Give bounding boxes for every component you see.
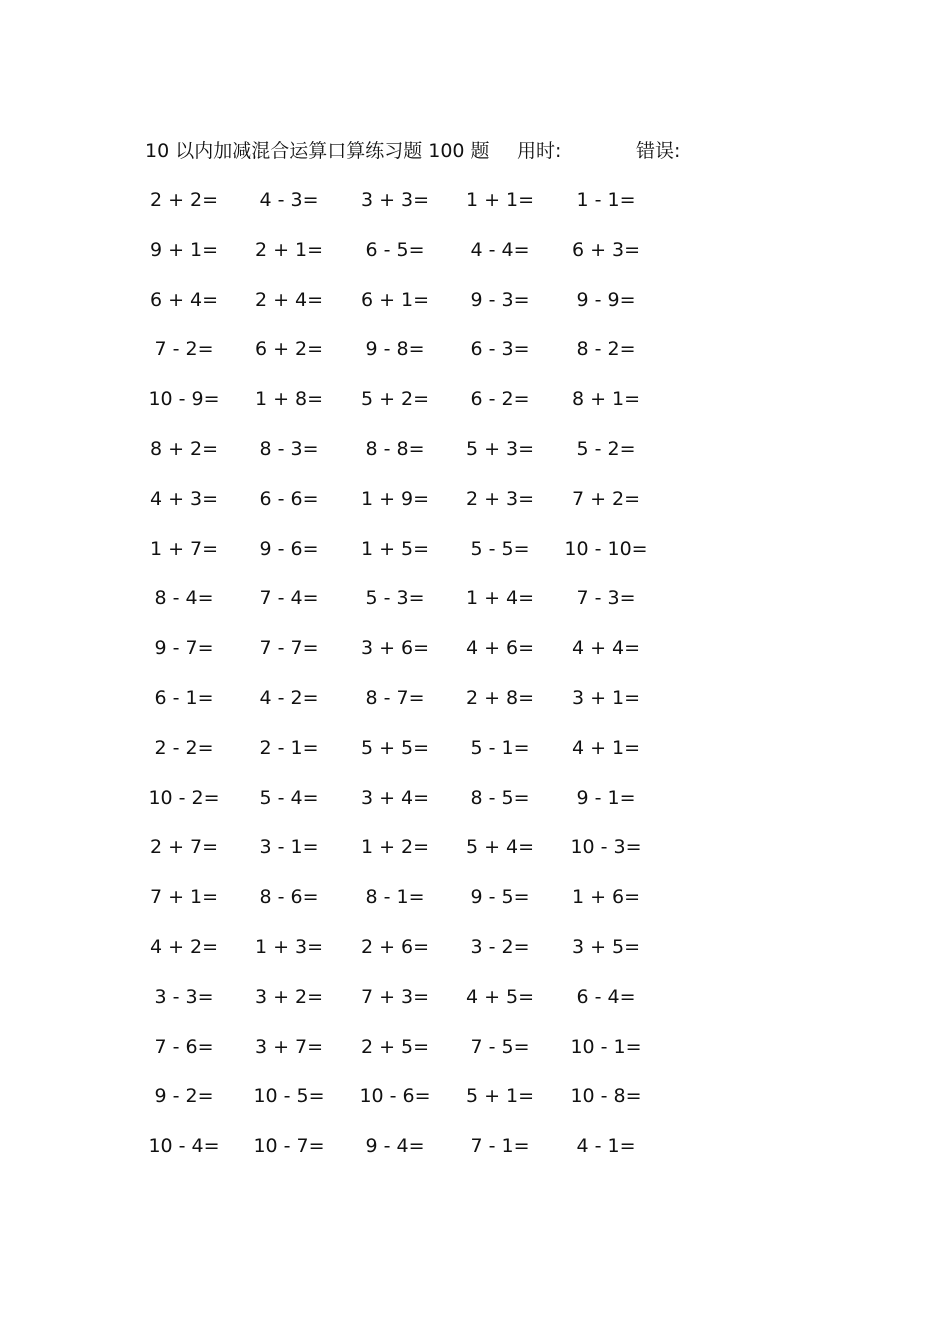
problem-item: 4 + 4= [571,637,641,660]
problem-row [0,783,950,833]
problem-row [0,932,950,982]
problem-item: 8 - 6= [259,886,319,909]
problem-item: 1 + 4= [465,587,535,610]
problem-item: 10 - 8= [570,1085,642,1108]
problem-item: 5 + 5= [360,736,430,759]
problem-item: 3 - 2= [470,935,530,958]
problem-item: 6 + 2= [254,338,324,361]
problem-row [0,583,950,633]
problem-item: 7 - 7= [259,637,319,660]
problem-item: 4 + 5= [465,985,535,1008]
problem-item: 9 - 9= [576,288,636,311]
problem-item: 2 + 1= [254,238,324,261]
problem-item: 2 - 2= [154,736,214,759]
problem-item: 2 + 6= [360,935,430,958]
problem-item: 1 + 8= [254,388,324,411]
problem-item: 9 - 5= [470,886,530,909]
problem-item: 4 + 6= [465,637,535,660]
problem-item: 8 - 3= [259,437,319,460]
problem-item: 3 + 1= [571,686,641,709]
problem-item: 6 + 3= [571,238,641,261]
problem-item: 10 - 10= [564,537,648,560]
errors-label: 错误: [636,140,681,162]
problem-row [0,982,950,1032]
problem-item: 2 + 5= [360,1035,430,1058]
problem-row [0,434,950,484]
problem-item: 7 + 3= [360,985,430,1008]
problem-item: 8 - 7= [365,686,425,709]
problem-item: 7 - 1= [470,1135,530,1158]
problem-item: 8 + 1= [571,388,641,411]
worksheet-title: 10 以内加减混合运算口算练习题 100 题 [145,140,490,162]
problem-row [0,534,950,584]
problem-item: 7 - 6= [154,1035,214,1058]
problem-item: 9 - 2= [154,1085,214,1108]
problem-item: 7 - 2= [154,338,214,361]
problem-item: 7 + 2= [571,487,641,510]
problem-row [0,185,950,235]
problem-item: 3 - 1= [259,836,319,859]
problem-item: 10 - 3= [570,836,642,859]
problem-item: 10 - 7= [253,1135,325,1158]
problem-item: 3 - 3= [154,985,214,1008]
problem-item: 10 - 6= [359,1085,431,1108]
problem-row [0,683,950,733]
problem-item: 10 - 4= [148,1135,220,1158]
problem-item: 9 - 4= [365,1135,425,1158]
problem-item: 1 + 3= [254,935,324,958]
problem-item: 10 - 1= [570,1035,642,1058]
problem-item: 3 + 3= [360,189,430,211]
problem-item: 3 + 4= [360,786,430,809]
problem-item: 9 - 6= [259,537,319,560]
problem-item: 8 - 2= [576,338,636,361]
problem-item: 6 - 3= [470,338,530,361]
problem-item: 7 + 1= [149,886,219,909]
problem-item: 5 + 1= [465,1085,535,1108]
problem-item: 10 - 9= [148,388,220,411]
problem-item: 6 - 5= [365,238,425,261]
problem-item: 2 + 7= [149,836,219,859]
problem-item: 6 - 2= [470,388,530,411]
problem-item: 1 + 7= [149,537,219,560]
problem-item: 3 + 2= [254,985,324,1008]
problem-item: 2 - 1= [259,736,319,759]
problem-row [0,334,950,384]
problem-item: 5 - 1= [470,736,530,759]
problem-item: 2 + 3= [465,487,535,510]
problem-item: 8 - 5= [470,786,530,809]
problem-item: 6 + 4= [149,288,219,311]
problem-row [0,1081,950,1131]
problem-row [0,633,950,683]
problem-item: 1 + 5= [360,537,430,560]
problem-item: 10 - 2= [148,786,220,809]
problem-row [0,285,950,335]
problem-item: 8 - 8= [365,437,425,460]
problem-row [0,384,950,434]
problem-row [0,235,950,285]
problem-item: 8 - 4= [154,587,214,610]
problem-item: 4 - 1= [576,1135,636,1158]
problem-row [0,484,950,534]
problem-item: 8 - 1= [365,886,425,909]
problem-item: 4 + 3= [149,487,219,510]
problem-item: 6 + 1= [360,288,430,311]
problem-item: 10 - 5= [253,1085,325,1108]
problem-item: 5 - 2= [576,437,636,460]
problem-item: 9 - 7= [154,637,214,660]
problem-row [0,1131,950,1181]
problem-item: 1 + 2= [360,836,430,859]
problem-item: 2 + 8= [465,686,535,709]
problem-item: 6 - 4= [576,985,636,1008]
problem-item: 5 + 2= [360,388,430,411]
problem-item: 8 + 2= [149,437,219,460]
problem-item: 5 - 3= [365,587,425,610]
problem-row [0,832,950,882]
problem-item: 1 + 9= [360,487,430,510]
problem-item: 1 + 1= [465,189,535,211]
problem-item: 6 - 6= [259,487,319,510]
problem-item: 4 - 3= [259,189,319,211]
time-label: 用时: [517,140,562,162]
problem-item: 9 - 1= [576,786,636,809]
problem-item: 5 - 5= [470,537,530,560]
problem-item: 6 - 1= [154,686,214,709]
problem-row [0,882,950,932]
problem-item: 9 - 8= [365,338,425,361]
problem-item: 4 + 1= [571,736,641,759]
problem-item: 7 - 3= [576,587,636,610]
problem-item: 3 + 5= [571,935,641,958]
problem-grid [0,185,950,1181]
problem-item: 1 - 1= [576,189,636,211]
problem-row [0,733,950,783]
problem-row [0,1032,950,1082]
problem-item: 4 - 2= [259,686,319,709]
problem-item: 2 + 2= [149,189,219,211]
problem-item: 9 + 1= [149,238,219,261]
problem-item: 2 + 4= [254,288,324,311]
problem-item: 7 - 5= [470,1035,530,1058]
problem-item: 3 + 7= [254,1035,324,1058]
problem-item: 7 - 4= [259,587,319,610]
problem-item: 5 + 3= [465,437,535,460]
problem-item: 3 + 6= [360,637,430,660]
problem-item: 4 - 4= [470,238,530,261]
problem-item: 9 - 3= [470,288,530,311]
problem-item: 5 + 4= [465,836,535,859]
problem-item: 5 - 4= [259,786,319,809]
problem-item: 4 + 2= [149,935,219,958]
problem-item: 1 + 6= [571,886,641,909]
